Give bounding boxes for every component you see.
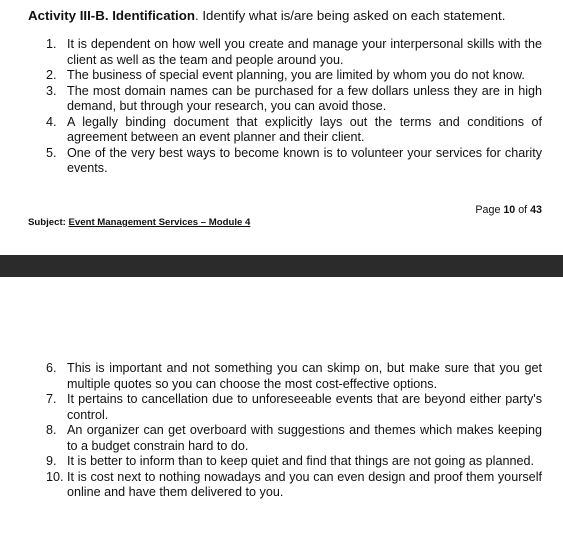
- list-item: [46, 454, 542, 470]
- statement-list-part1: [46, 37, 542, 177]
- item-number: 9.: [46, 454, 57, 468]
- item-number: 8.: [46, 423, 57, 437]
- page-prefix: Page: [475, 204, 504, 216]
- page-total: 43: [530, 204, 542, 216]
- item-text: It is cost next to nothing nowadays and you can even design and proof them yourself online and have them delivered to you.: [67, 469, 542, 499]
- list-item: [46, 37, 542, 68]
- activity-title: Activity III-B. Identification: [28, 8, 195, 23]
- item-text: A legally binding document that explicitly lays out the terms and conditions of agreement between an event planner and their client.: [67, 114, 542, 144]
- item-text: The business of special event planning, you are limited by whom you do not know.: [67, 68, 525, 82]
- list-item: [46, 68, 542, 84]
- subject-value: Event Management Services – Module 4: [68, 217, 251, 228]
- item-number: 7.: [46, 392, 57, 406]
- list-item: [46, 423, 542, 454]
- item-number: 3.: [46, 83, 57, 98]
- item-number: 4.: [46, 114, 57, 129]
- item-text: It is better to inform than to keep quiet and find that things are not going as planned.: [67, 454, 534, 468]
- list-item: [46, 470, 542, 501]
- page-current: 10: [503, 204, 516, 216]
- item-text: It is dependent on how well you create and manage your interpersonal skills with the client as well as the team and people around you.: [67, 37, 542, 67]
- activity-instruction: . Identify what is/are being asked on each statement.: [194, 8, 506, 23]
- list-item: [46, 361, 542, 392]
- item-number: 10.: [46, 469, 64, 484]
- item-text: An organizer can get overboard with suggestions and themes which makes keeping to a budget constrain hard to do.: [67, 423, 542, 453]
- list-item: [46, 146, 542, 177]
- subject-label: Subject:: [28, 217, 69, 228]
- item-number: 6.: [46, 361, 57, 375]
- list-item: [46, 392, 542, 423]
- item-text: The most domain names can be purchased for a few dollars unless they are in high demand, but through your research, you can avoid those.: [67, 83, 542, 113]
- item-number: 1.: [46, 37, 57, 51]
- item-text: This is important and not something you can skimp on, but make sure that you get multiple quotes so you can choose the most cost-effective options.: [67, 361, 542, 391]
- page-of: of: [515, 204, 531, 216]
- statement-list-part2: [46, 361, 542, 501]
- subject-footer: [28, 217, 250, 229]
- item-number: 2.: [46, 68, 57, 82]
- list-item: [46, 84, 542, 115]
- item-text: One of the very best ways to become known is to volunteer your services for charity events.: [67, 145, 542, 175]
- item-text: It pertains to cancellation due to unforeseeable events that are beyond either party's control.: [67, 392, 542, 422]
- list-item: [46, 115, 542, 146]
- page-number: [475, 204, 542, 217]
- page-separator: [0, 255, 563, 277]
- item-number: 5.: [46, 145, 57, 160]
- activity-heading: [28, 7, 505, 24]
